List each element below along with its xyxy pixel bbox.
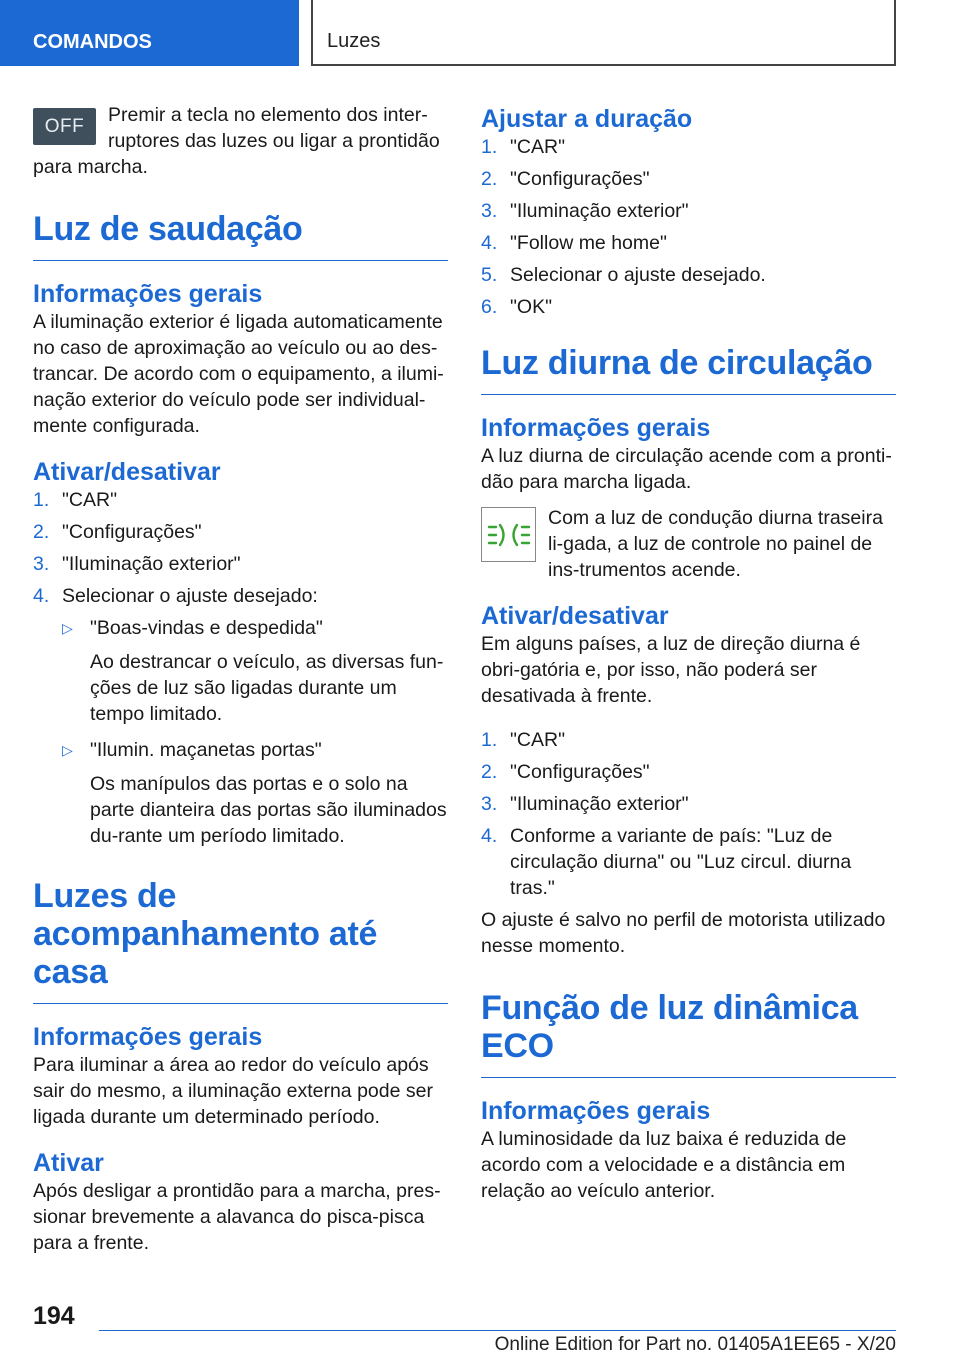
drl-mandatory-text: Em alguns países, a luz de direção diurna é obri-gatória e, por isso, não poderá ser desativada à frente.: [481, 633, 861, 707]
left-column: [33, 98, 448, 1256]
step-text: "Follow me home": [510, 232, 667, 254]
step-number: 4.: [481, 825, 498, 847]
activate-text: Após desligar a prontidão para a marcha, pres-sionar brevemente a alavanca do pisca-pisca para a frente.: [33, 1180, 441, 1254]
list-item: [481, 791, 896, 817]
step-number: 1.: [481, 136, 498, 158]
list-item: [481, 727, 896, 753]
right-column: [481, 98, 896, 1204]
option-title: "Boas-vindas e despedida": [90, 617, 323, 639]
step-number: 2.: [33, 521, 50, 543]
step-text: Selecionar o ajuste desejado:: [62, 585, 318, 607]
list-item: [481, 823, 896, 901]
step-number: 3.: [481, 793, 498, 815]
step-text: "Iluminação exterior": [510, 793, 689, 815]
welcome-steps-list: [33, 487, 448, 849]
step-text: "OK": [510, 296, 553, 318]
subheading-activate-deactivate: Ativar/desativar: [481, 602, 669, 630]
header-chapter-label: Luzes: [327, 30, 381, 52]
step-text: Conforme a variante de país: "Luz de circulação diurna" ou "Luz circul. diurna tras.": [510, 825, 852, 899]
triangle-bullet-icon: ▷: [62, 742, 73, 758]
subheading-activate-deactivate: Ativar/desativar: [33, 458, 221, 486]
step-text: "Configurações": [510, 168, 650, 190]
step-text: "Configurações": [62, 521, 202, 543]
option-item: [62, 615, 448, 727]
step-text: Selecionar o ajuste desejado.: [510, 264, 766, 286]
step-number: 3.: [481, 200, 498, 222]
light-off-icon: [33, 108, 96, 145]
subheading-general-info: Informações gerais: [33, 1023, 263, 1051]
list-item: [481, 230, 896, 256]
list-item: [481, 262, 896, 288]
triangle-bullet-icon: ▷: [62, 620, 73, 636]
list-item: [481, 134, 896, 160]
step-text: "CAR": [510, 136, 566, 158]
option-title: "Ilumin. maçanetas portas": [90, 739, 322, 761]
section-title-follow-me-home: Luzes de acompanhamento até casa: [33, 877, 448, 1004]
step-number: 5.: [481, 264, 498, 286]
step-number: 1.: [33, 489, 50, 511]
step-number: 1.: [481, 729, 498, 751]
subheading-adjust-duration: Ajustar a duração: [481, 105, 693, 133]
daytime-running-light-icon: [481, 507, 536, 562]
step-text: "Configurações": [510, 761, 650, 783]
list-item: [33, 487, 448, 513]
follow-me-home-text: Para iluminar a área ao redor do veículo após sair do mesmo, a iluminação externa pode ser ligada durante um determinado período.: [33, 1054, 433, 1128]
duration-steps-list: [481, 134, 896, 320]
subheading-general-info: Informações gerais: [481, 414, 711, 442]
step-text: "CAR": [510, 729, 566, 751]
drl-indicator-text: Com a luz de condução diurna traseira li-gada, a luz de controle no painel de ins-trumentos acende.: [548, 507, 883, 581]
drl-icon-block: [481, 505, 896, 583]
list-item: [33, 551, 448, 577]
page-number: 194: [33, 1302, 75, 1330]
welcome-light-text: A iluminação exterior é ligada automaticamente no caso de aproximação ao veículo ou ao des-trancar. De acordo com o equipamento, a ilumi-nação exterior do veículo pode ser individual-mente configurada.: [33, 311, 444, 437]
list-item: [481, 294, 896, 320]
header-section-label: COMANDOS: [33, 31, 152, 53]
footer-divider: [99, 1330, 896, 1331]
section-title-eco-light: Função de luz dinâmica ECO: [481, 989, 896, 1078]
list-item: [33, 583, 448, 849]
subheading-general-info: Informações gerais: [33, 280, 263, 308]
subheading-general-info: Informações gerais: [481, 1097, 711, 1125]
step-number: 2.: [481, 761, 498, 783]
step-text: "Iluminação exterior": [510, 200, 689, 222]
subheading-activate: Ativar: [33, 1149, 104, 1177]
list-item: [481, 166, 896, 192]
drl-text: A luz diurna de circulação acende com a pronti-dão para marcha ligada.: [481, 445, 892, 493]
step-number: 4.: [481, 232, 498, 254]
header-section-tab: [0, 0, 299, 66]
section-title-daytime-running-light: Luz diurna de circulação: [481, 344, 896, 395]
option-item: [62, 737, 448, 849]
step-number: 4.: [33, 585, 50, 607]
intro-block: [33, 98, 448, 180]
step-number: 3.: [33, 553, 50, 575]
edition-note: Online Edition for Part no. 01405A1EE65 - X/20: [494, 1334, 896, 1355]
off-icon-label: OFF: [44, 116, 85, 137]
list-item: [481, 198, 896, 224]
step-number: 2.: [481, 168, 498, 190]
header-chapter-box: [311, 0, 896, 66]
step-text: "Iluminação exterior": [62, 553, 241, 575]
section-title-welcome-light: Luz de saudação: [33, 210, 448, 261]
option-description: Os manípulos das portas e o solo na parte dianteira das portas são iluminados du-rante um período limitado.: [90, 773, 447, 847]
step-number: 6.: [481, 296, 498, 318]
profile-save-text: O ajuste é salvo no perfil de motorista utilizado nesse momento.: [481, 909, 886, 957]
option-description: Ao destrancar o veículo, as diversas fun-ções de luz são ligadas durante um tempo limitado.: [90, 651, 444, 725]
options-list: [62, 615, 448, 849]
list-item: [33, 519, 448, 545]
step-text: "CAR": [62, 489, 118, 511]
eco-light-text: A luminosidade da luz baixa é reduzida de acordo com a velocidade e a distância em relação ao veículo anterior.: [481, 1128, 847, 1202]
drl-steps-list: [481, 727, 896, 901]
list-item: [481, 759, 896, 785]
intro-text: Premir a tecla no elemento dos inter-ruptores das luzes ou ligar a prontidão para marcha.: [33, 104, 440, 178]
